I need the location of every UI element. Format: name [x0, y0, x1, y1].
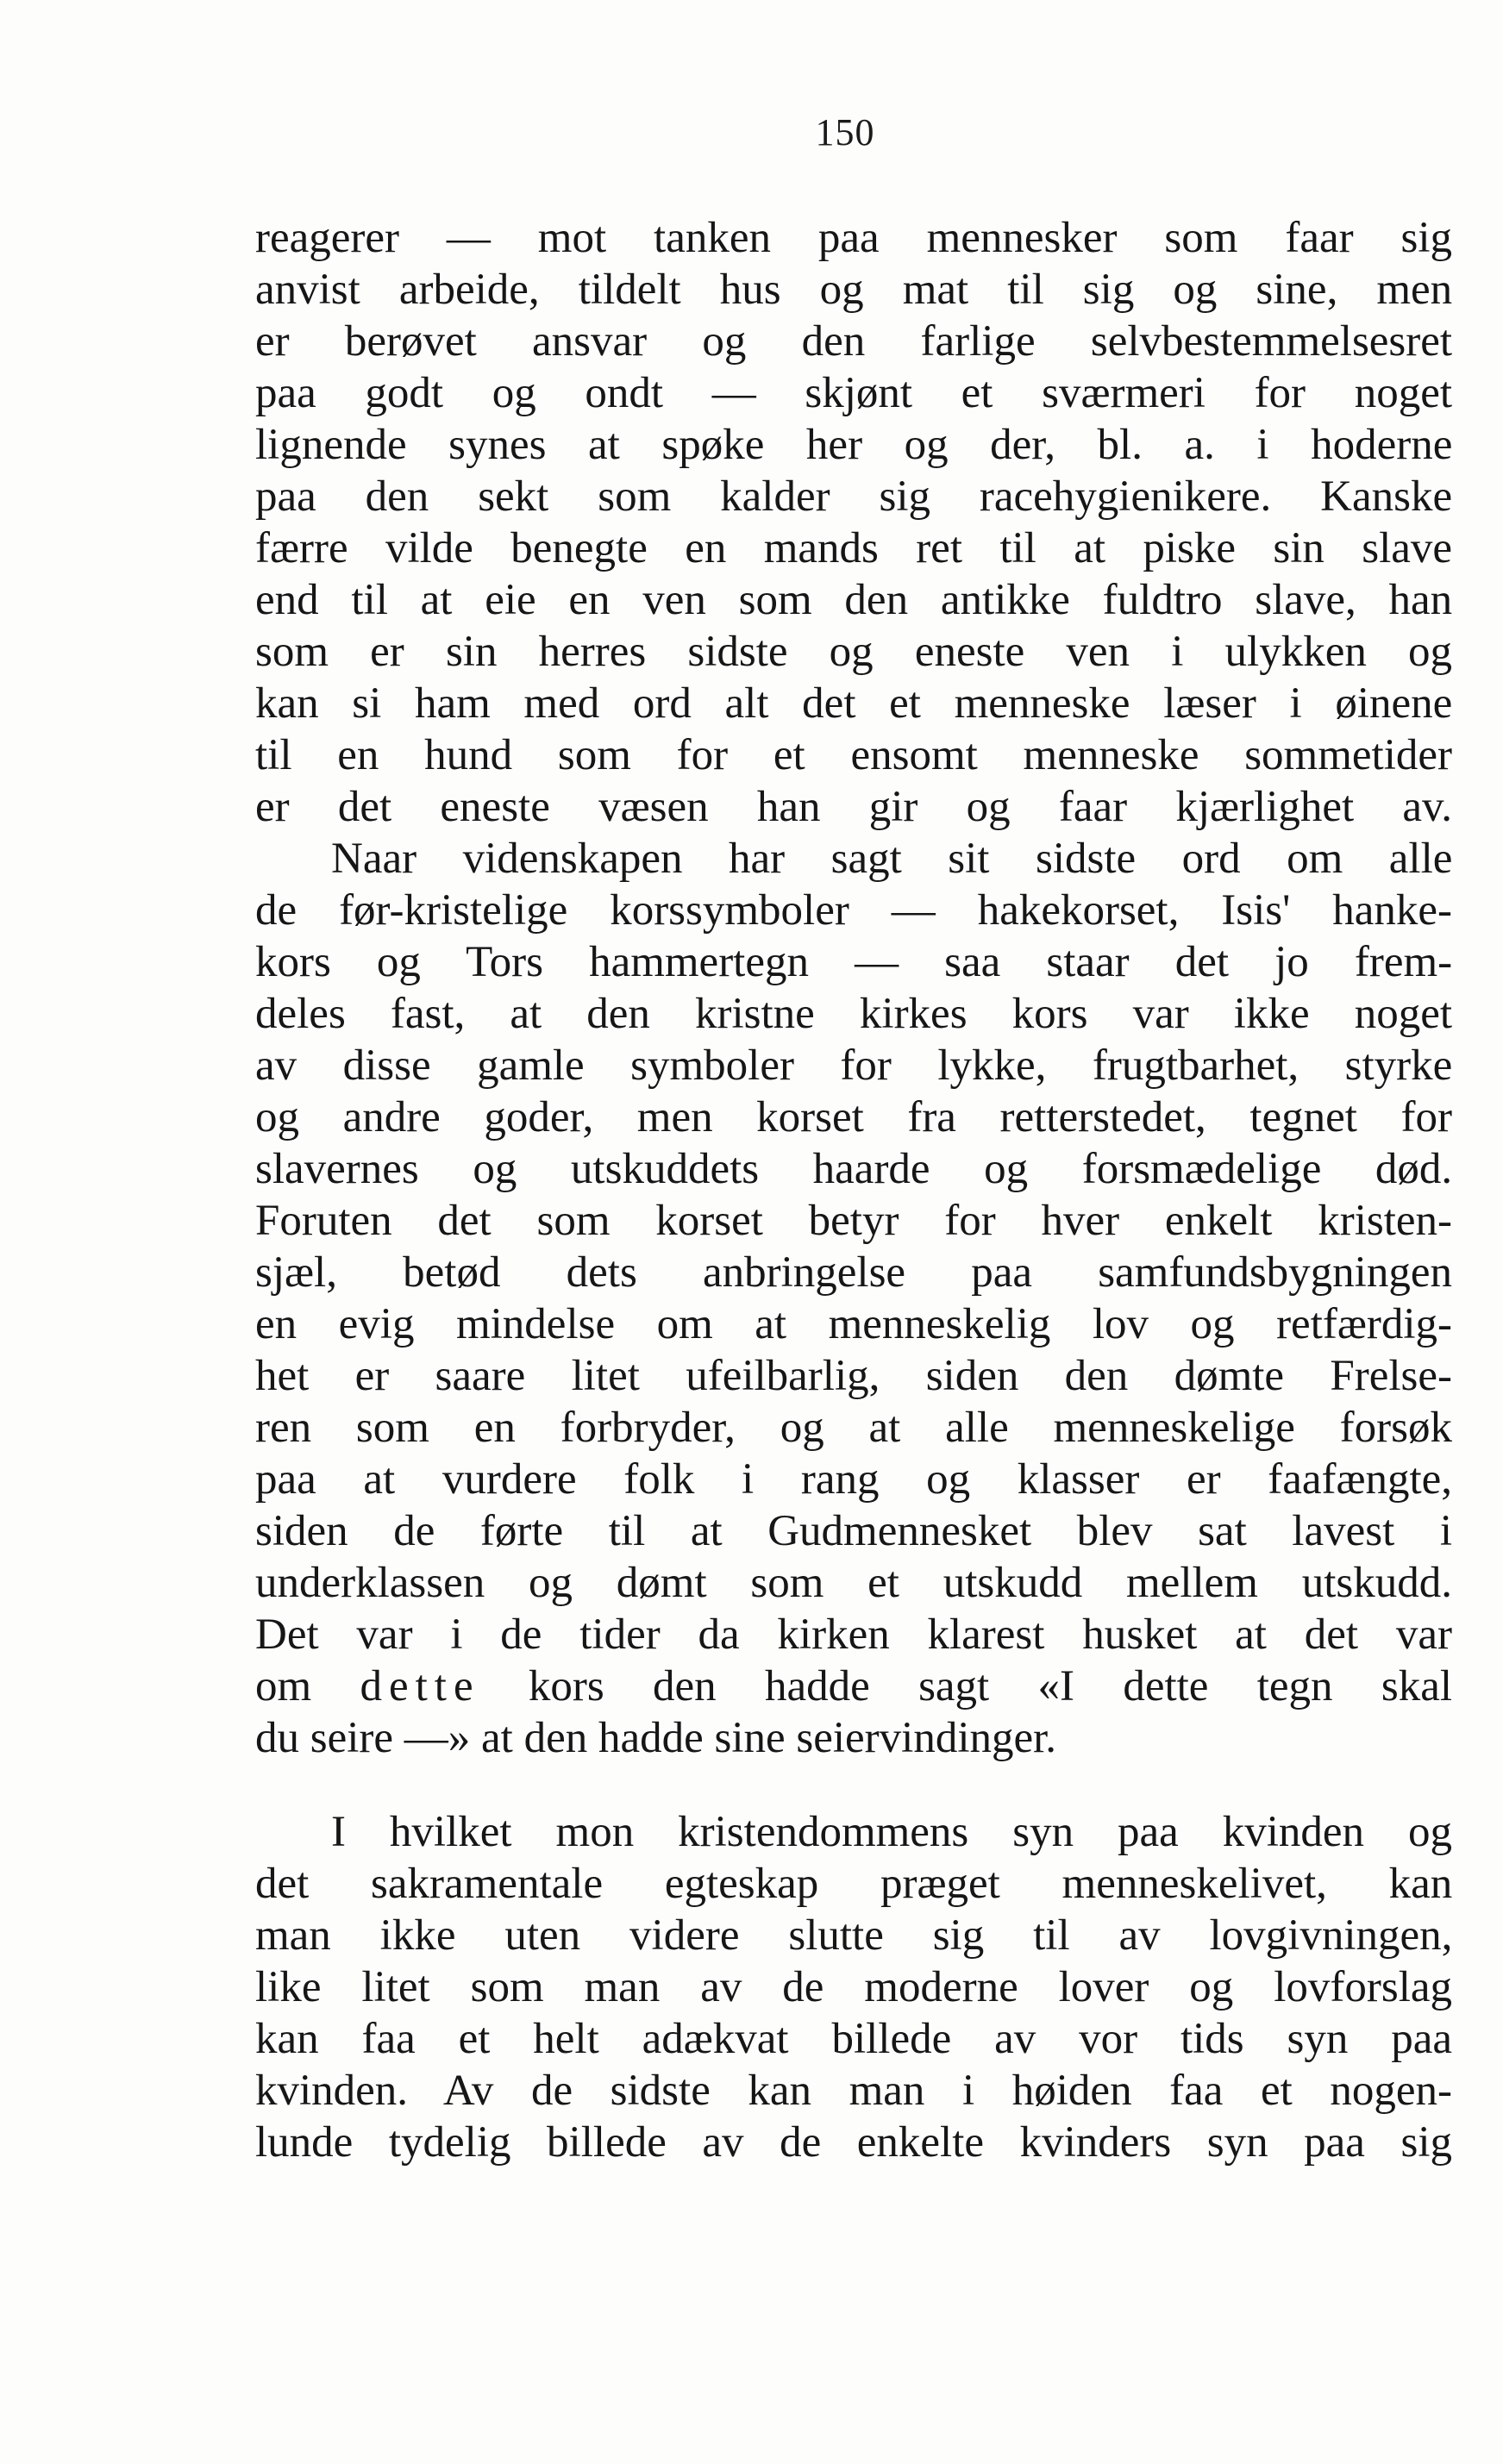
text-line: kvinden. Av de sidste kan man i høiden faa et nogen- — [255, 2067, 1452, 2115]
text-line: som er sin herres sidste og eneste ven i ulykken og — [255, 628, 1452, 676]
text-line: underklassen og dømt som et utskudd mellem utskudd. — [255, 1559, 1452, 1607]
text-line: du seire —» at den hadde sine seiervindinger. — [255, 1714, 1057, 1762]
emphasized-word: dette — [360, 1662, 480, 1710]
text-line: lignende synes at spøke her og der, bl. a. i hoderne — [255, 421, 1452, 469]
text-line: kors og Tors hammertegn — saa staar det jo frem- — [255, 938, 1452, 986]
text-line: paa den sekt som kalder sig racehygienikere. Kanske — [255, 472, 1452, 521]
text-line: anvist arbeide, tildelt hus og mat til sig og sine, men — [255, 266, 1452, 314]
text-line: reagerer — mot tanken paa mennesker som faar sig — [255, 214, 1452, 262]
text-line: like litet som man av de moderne lover og lovforslag — [255, 1963, 1452, 2011]
text-line: man ikke uten videre slutte sig til av lovgivningen, — [255, 1911, 1452, 1960]
text-line: end til at eie en ven som den antikke fuldtro slave, han — [255, 576, 1452, 624]
paragraph-2 — [255, 1806, 1452, 2168]
text-line: paa godt og ondt — skjønt et sværmeri for noget — [255, 369, 1452, 417]
text-line: Det var i de tider da kirken klarest husket at det var — [255, 1610, 1452, 1659]
page-number: 150 — [815, 111, 875, 153]
text-line: het er saare litet ufeilbarlig, siden den dømte Frelse- — [255, 1352, 1452, 1400]
text-line: kan si ham med ord alt det et menneske læser i øinene — [255, 679, 1452, 728]
text-line: de før-kristelige korssymboler — hakekorset, Isis' hanke- — [255, 886, 1452, 935]
text-line: og andre goder, men korset fra retterstedet, tegnet for — [255, 1093, 1452, 1141]
text-line: slavernes og utskuddets haarde og forsmædelige død. — [255, 1145, 1452, 1193]
text-segment: om — [255, 1662, 360, 1710]
text-line: deles fast, at den kristne kirkes kors var ikke noget — [255, 990, 1452, 1038]
text-line: sjæl, betød dets anbringelse paa samfundsbygningen — [255, 1248, 1452, 1297]
text-segment: kors den hadde sagt «I dette tegn skal — [479, 1662, 1452, 1710]
text-line: ren som en forbryder, og at alle menneskelige forsøk — [255, 1404, 1452, 1452]
text-line: Naar videnskapen har sagt sit sidste ord om alle — [331, 835, 1452, 883]
text-line-composite — [255, 1660, 1452, 1712]
text-line: færre vilde benegte en mands ret til at piske sin slave — [255, 524, 1452, 572]
text-line: en evig mindelse om at menneskelig lov og retfærdig- — [255, 1300, 1452, 1348]
text-line: er det eneste væsen han gir og faar kjærlighet av. — [255, 783, 1452, 831]
text-line: I hvilket mon kristendommens syn paa kvinden og — [331, 1808, 1452, 1856]
text-line: lunde tydelig billede av de enkelte kvinders syn paa sig — [255, 2118, 1452, 2167]
text-line: kan faa et helt adækvat billede av vor tids syn paa — [255, 2015, 1452, 2063]
text-line: Foruten det som korset betyr for hver enkelt kristen- — [255, 1197, 1452, 1245]
text-line: er berøvet ansvar og den farlige selvbestemmelsesret — [255, 317, 1452, 366]
text-line: siden de førte til at Gudmennesket blev sat lavest i — [255, 1507, 1452, 1555]
paragraph-1 — [255, 212, 1452, 1764]
text-line: paa at vurdere folk i rang og klasser er faafængte, — [255, 1455, 1452, 1504]
text-line: det sakramentale egteskap præget menneskelivet, kan — [255, 1860, 1452, 1908]
text-line: til en hund som for et ensomt menneske sommetider — [255, 731, 1452, 779]
text-line: av disse gamle symboler for lykke, frugtbarhet, styrke — [255, 1041, 1452, 1090]
